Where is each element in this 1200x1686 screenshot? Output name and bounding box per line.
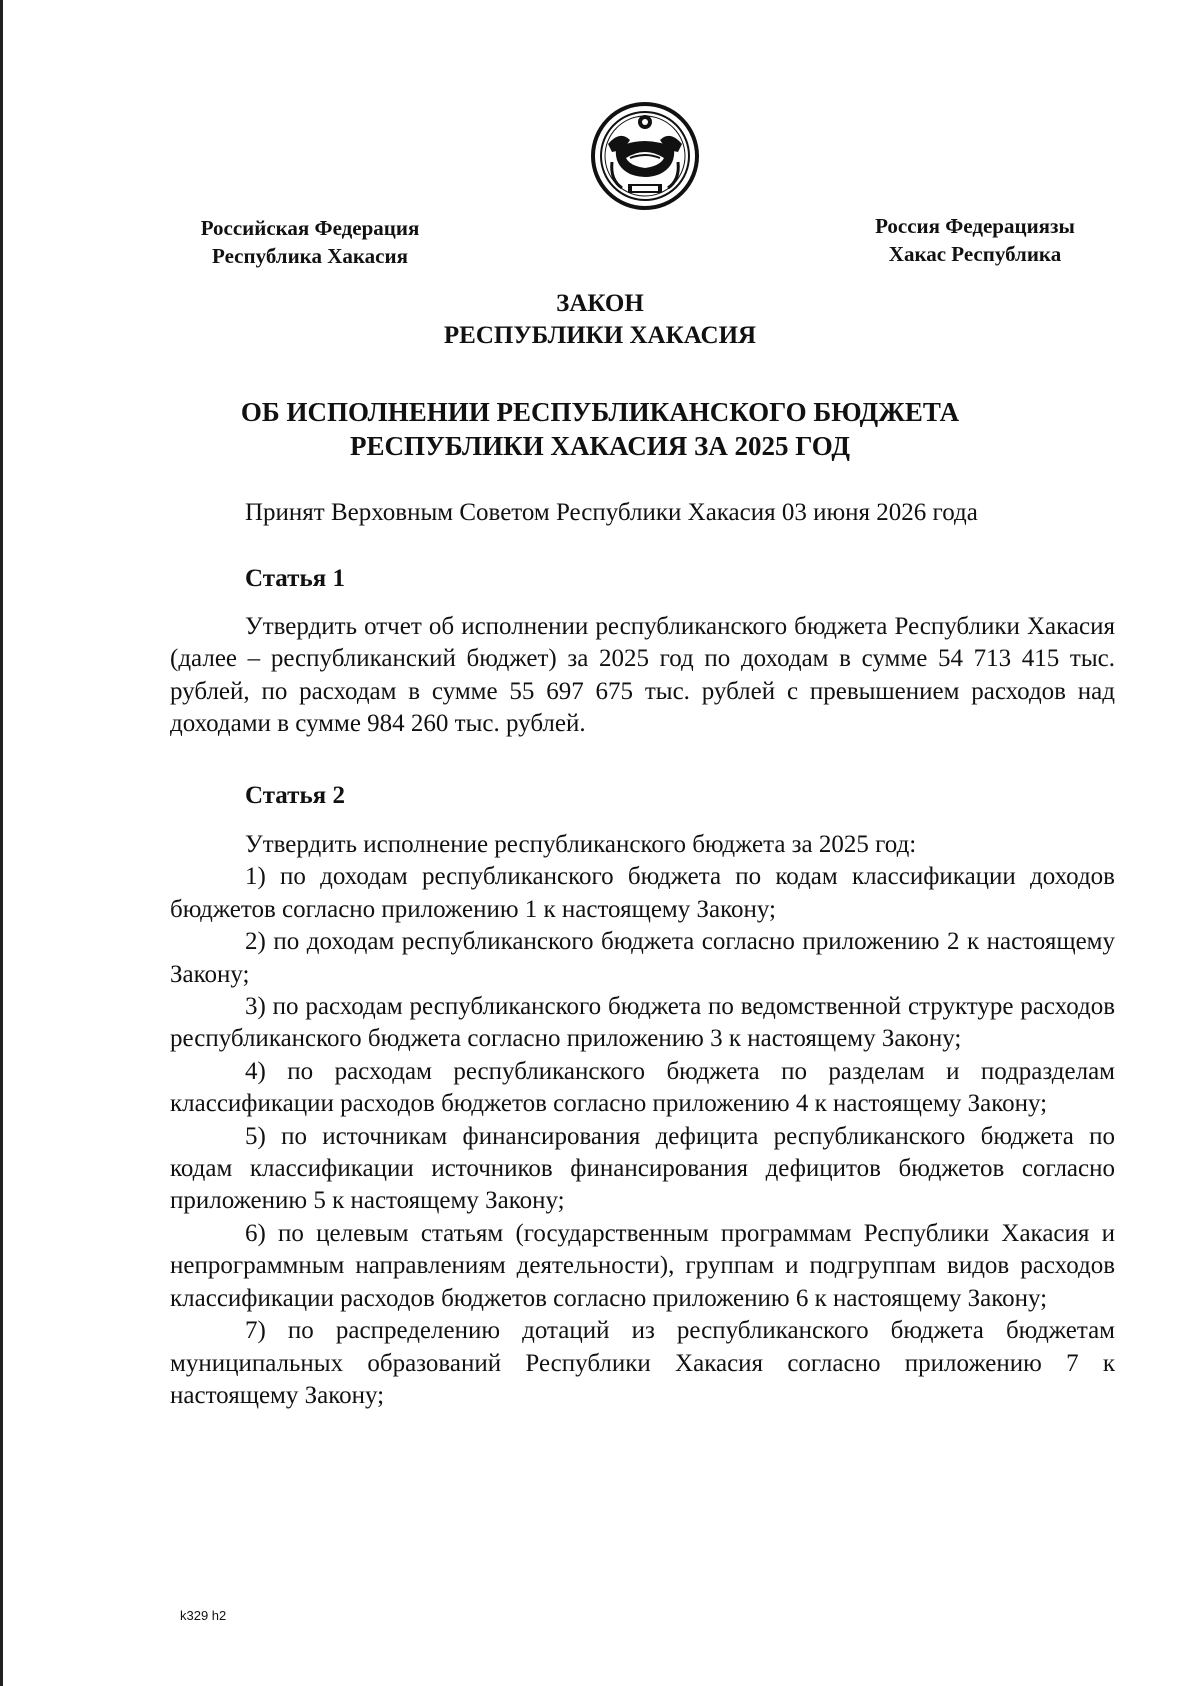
law-heading-line2: РЕСПУБЛИКИ ХАКАСИЯ [443,322,757,349]
header-left-line2: Республика Хакасия [212,244,408,268]
header-right [850,212,1100,268]
article2-item-7: 7) по распределению дотаций из республиканского бюджета бюджетам муниципальных образований Республики Хакасия согласно приложению 7 к настоящему Закону; [170,1317,1115,1409]
law-heading [300,288,900,352]
document-title-line2: РЕСПУБЛИКИ ХАКАСИЯ ЗА 2025 ГОД [350,431,850,461]
article2-item-6: 6) по целевым статьям (государственным программам Республики Хакасия и непрограммным направлениям деятельности), группам и подгруппам видов расходов классификации расходов бюджетов согласно приложению 6 к настоящему Закону; [170,1219,1115,1312]
document-title-line1: ОБ ИСПОЛНЕНИИ РЕСПУБЛИКАНСКОГО БЮДЖЕТА [240,397,960,427]
article2-item-1: 1) по доходам республиканского бюджета по кодам классификации доходов бюджетов согласно приложению 1 к настоящему Закону; [170,863,1115,923]
header-right-line2: Хакас Республика [888,242,1062,266]
article2-item-5: 5) по источникам финансирования дефицита республиканского бюджета по кодам классификации источников финансирования дефицитов бюджетов согласно приложению 5 к настоящему Закону; [170,1122,1115,1215]
article2-body [170,829,1115,1412]
article1-paragraph: Утвердить отчет об исполнении республиканского бюджета Республики Хакасия (далее – республиканский бюджет) за 2025 год по доходам в сумме 54 713 415 тыс. рублей, по расходам в сумме 55 697 675 тыс. рублей с превышением расходов над доходами в сумме 984 260 тыс. рублей. [170,613,1115,738]
law-heading-line1: ЗАКОН [556,290,644,317]
scan-edge [0,0,3,1686]
document-title [180,395,1020,463]
header-right-line1: Россия Федерациязы [875,214,1075,238]
header-left-line1: Российская Федерация [200,216,420,240]
coat-of-arms-emblem-icon [590,100,700,212]
adoption-line: Принят Верховным Советом Республики Хакасия 03 июня 2026 года [245,499,978,526]
header-left [170,214,450,270]
article2-item-4: 4) по расходам республиканского бюджета по разделам и подразделам классификации расходов бюджетов согласно приложению 4 к настоящему Закону; [170,1057,1115,1118]
article2-intro: Утвердить исполнение республиканского бюджета за 2025 год: [245,831,917,858]
article1-body [170,611,1115,741]
footer-code: k329 h2 [180,1608,227,1623]
article2-heading: Статья 2 [245,782,345,809]
article2-item-3: 3) по расходам республиканского бюджета по ведомственной структуре расходов республиканского бюджета согласно приложению 3 к настоящему Закону; [170,993,1115,1053]
article1-heading: Статья 1 [245,565,345,592]
article2-item-2: 2) по доходам республиканского бюджета согласно приложению 2 к настоящему Закону; [170,928,1115,988]
